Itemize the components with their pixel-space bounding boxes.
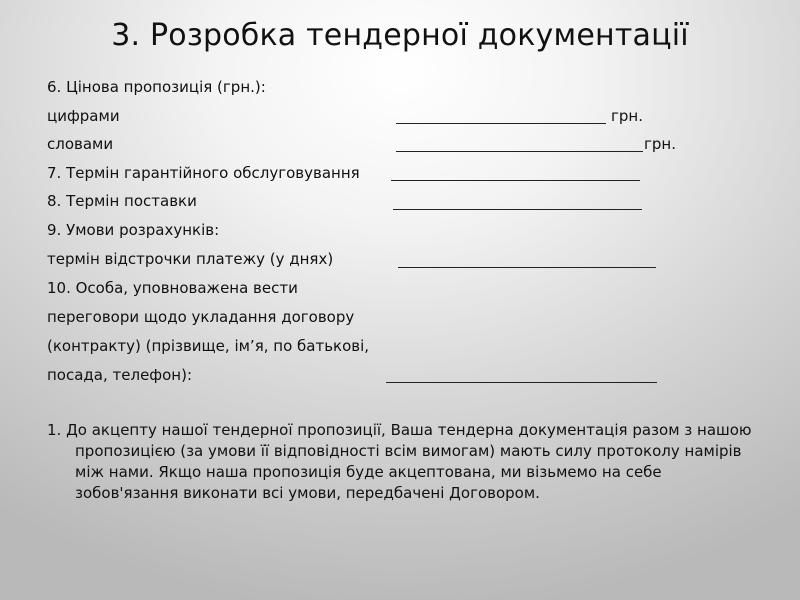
person-label-line3: (контракту) (прізвище, ім’я, по батькові, [47,337,370,355]
warranty-label: 7. Термін гарантійного обслуговування [47,164,360,182]
deferral-blank[interactable] [398,267,656,268]
words-unit: грн. [644,135,676,153]
delivery-blank[interactable] [393,209,642,210]
payment-header: 9. Умови розрахунків: [47,221,220,239]
delivery-label: 8. Термін поставки [47,192,197,210]
warranty-blank[interactable] [391,180,640,181]
digits-label: цифрами [47,107,120,125]
person-label-line1: 10. Особа, уповноважена вести [47,279,298,297]
words-blank[interactable] [396,151,643,152]
person-label-line2: переговори щодо укладання договору [47,308,355,326]
digits-unit: грн. [611,107,643,125]
price-header: 6. Цінова пропозиція (грн.): [47,78,266,96]
person-blank[interactable] [386,382,657,383]
deferral-label: термін відстрочки платежу (у днях) [47,250,334,268]
acceptance-paragraph: 1. До акцепту нашої тендерної пропозиції, Ваша тендерна документація разом з нашою пропозицією (за умови її відповідності всім вимогам) мають силу протоколу намірів між нами. Якщо наша пропозиція буде акцептована, ми візьмемо на себе зобов'язання виконати всі умови, передбачені Договором. [47,421,752,502]
person-label-line4: посада, телефон): [47,366,193,384]
words-label: словами [47,135,114,153]
digits-blank[interactable] [396,123,606,124]
slide-title: 3. Розробка тендерної документації [111,18,689,53]
